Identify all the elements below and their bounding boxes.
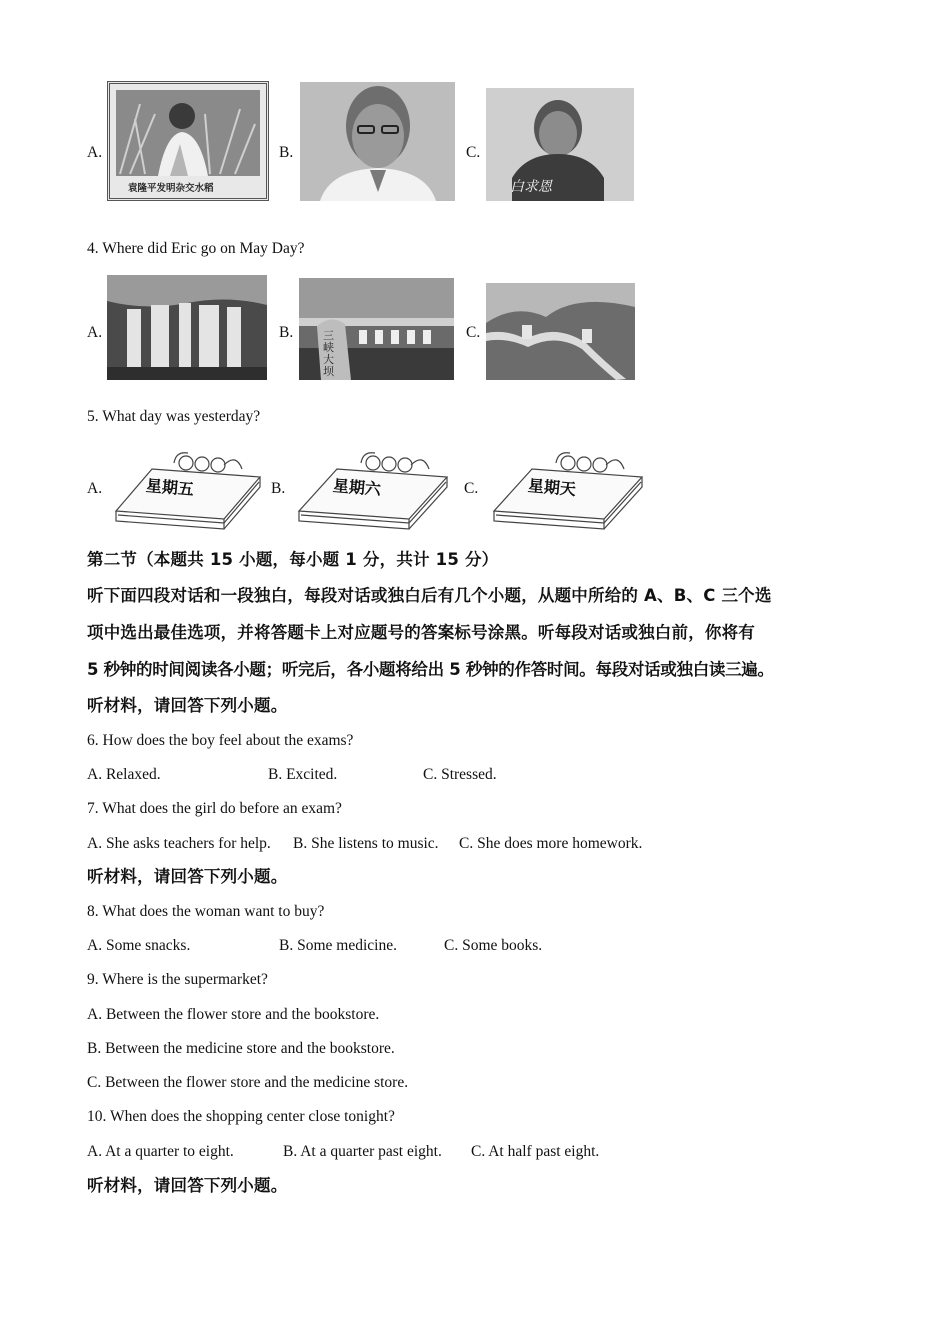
q10-option-a[interactable]: A. At a quarter to eight. [87,1143,234,1160]
photo-caption: 袁隆平发明杂交水稻 [128,183,214,194]
photo-caption: 三峡大坝 [323,329,334,378]
q3-option-c-label: C. [466,144,481,161]
desk-calendar-icon [484,447,650,533]
q5-option-b-label: B. [271,480,286,497]
calendar-day-text: 星期五 [145,475,195,500]
section-heading: 第二节（本题共 15 小题，每小题 1 分，共计 15 分） [87,550,499,569]
q10-option-c[interactable]: C. At half past eight. [471,1143,600,1160]
photo-scientist-rice-field-icon [107,81,269,201]
listen-prompt: 听材料，请回答下列小题。 [87,696,288,715]
question-8: 8. What does the woman want to buy? [87,903,325,920]
photo-great-wall-icon [486,283,635,380]
photo-three-gorges-dam-icon [299,278,454,380]
q8-option-c[interactable]: C. Some books. [444,937,543,954]
calendar-day-text: 星期六 [332,475,382,500]
q5-option-c-label: C. [464,480,479,497]
q7-option-c[interactable]: C. She does more homework. [459,835,643,852]
q4-option-c-label: C. [466,324,481,341]
q10-option-b[interactable]: B. At a quarter past eight. [283,1143,442,1160]
photo-caption: 白求恩 [510,179,552,195]
q8-option-a[interactable]: A. Some snacks. [87,937,191,954]
q6-option-b[interactable]: B. Excited. [268,766,338,783]
q4-option-a-label: A. [87,324,103,341]
q5-option-a-label: A. [87,480,103,497]
question-6: 6. How does the boy feel about the exams? [87,732,354,749]
q8-option-b[interactable]: B. Some medicine. [279,937,397,954]
listen-prompt: 听材料，请回答下列小题。 [87,1176,288,1195]
q7-option-a[interactable]: A. She asks teachers for help. [87,835,271,852]
question-7: 7. What does the girl do before an exam? [87,800,342,817]
instruction-line: 听下面四段对话和一段独白，每段对话或独白后有几个小题，从题中所给的 A、B、C 三个选 [87,586,772,605]
instruction-line: 5 秒钟的时间阅读各小题；听完后，各小题将给出 5 秒钟的作答时间。每段对话或独白读三遍。 [87,660,774,679]
q9-option-a[interactable]: A. Between the flower store and the bookstore. [87,1006,380,1023]
instruction-line: 项中选出最佳选项，并将答题卡上对应题号的答案标号涂黑。听每段对话或独白前，你将有 [87,623,755,642]
q3-option-b-label: B. [279,144,294,161]
question-10: 10. When does the shopping center close tonight? [87,1108,395,1125]
photo-waterfall-icon [107,275,267,380]
question-5: 5. What day was yesterday? [87,408,261,425]
photo-bethune-portrait-icon [486,88,634,201]
question-4: 4. Where did Eric go on May Day? [87,240,305,257]
question-9: 9. Where is the supermarket? [87,971,268,988]
listen-prompt: 听材料，请回答下列小题。 [87,867,288,886]
desk-calendar-icon [106,447,266,533]
q6-option-a[interactable]: A. Relaxed. [87,766,161,783]
desk-calendar-icon [289,447,455,533]
q3-option-a-label: A. [87,144,103,161]
q7-option-b[interactable]: B. She listens to music. [293,835,439,852]
calendar-day-text: 星期天 [527,475,577,500]
q4-option-b-label: B. [279,324,294,341]
q6-option-c[interactable]: C. Stressed. [423,766,497,783]
q9-option-c[interactable]: C. Between the flower store and the medicine store. [87,1074,409,1091]
q9-option-b[interactable]: B. Between the medicine store and the bookstore. [87,1040,395,1057]
photo-elderly-doctor-portrait-icon [300,82,455,201]
